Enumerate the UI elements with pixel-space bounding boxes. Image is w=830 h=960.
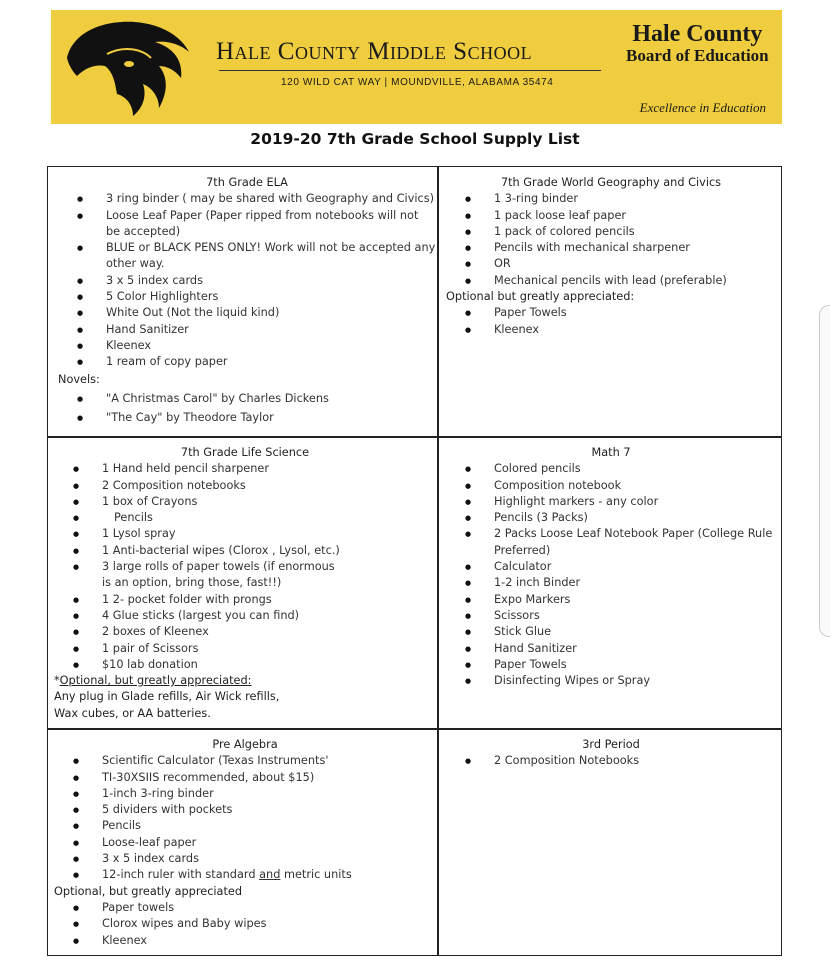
life-science-optional-label <box>54 673 436 689</box>
list-item: ● 1 pack of colored pencils <box>446 224 776 240</box>
motto: Excellence in Education <box>639 100 766 115</box>
pre-algebra-heading: Pre Algebra <box>212 738 278 751</box>
row-divider <box>48 436 781 438</box>
third-period-list <box>446 753 776 769</box>
list-item: ● Pencils <box>54 818 436 834</box>
list-item <box>54 867 436 883</box>
list-item: ● Composition notebook <box>446 478 776 494</box>
third-period-heading: 3rd Period <box>582 738 640 751</box>
ela-heading: 7th Grade ELA <box>206 176 288 189</box>
list-item: ● 2 boxes of Kleenex <box>54 624 436 640</box>
list-item: ● Pencils with mechanical sharpener <box>446 240 776 256</box>
list-item: ● 2 Composition Notebooks <box>446 753 776 769</box>
life-science-list <box>54 461 436 673</box>
list-item: ● 3 x 5 index cards <box>58 273 436 289</box>
list-item: ● 1 2- pocket folder with prongs <box>54 592 436 608</box>
life-science-cell <box>54 445 436 722</box>
third-period-cell <box>446 737 776 770</box>
geography-list <box>446 191 776 289</box>
ela-cell <box>58 175 436 426</box>
list-item: ● TI-30XSIIS recommended, about $15) <box>54 770 436 786</box>
novels-label: Novels: <box>58 372 100 386</box>
list-item: ● 3 large rolls of paper towels (if enormous is an option, bring those, fast!!) <box>54 559 436 592</box>
ruler-text-and: and <box>259 868 281 882</box>
list-item: ● 5 Color Highlighters <box>58 289 436 305</box>
ela-list <box>58 191 436 370</box>
geography-heading: 7th Grade World Geography and Civics <box>500 176 722 189</box>
pre-algebra-optional-list <box>54 900 436 949</box>
row-divider <box>48 728 781 730</box>
school-name: Hale County Middle School <box>216 38 533 65</box>
header-divider <box>219 70 601 71</box>
list-item: ● Expo Markers <box>446 592 776 608</box>
list-item: ● Scissors <box>446 608 776 624</box>
life-science-heading: 7th Grade Life Science <box>180 446 310 459</box>
list-item: ● Hand Sanitizer <box>446 641 776 657</box>
list-item: ● 1-2 inch Binder <box>446 575 776 591</box>
list-item: ● Pencils <box>54 510 436 526</box>
wildcat-logo <box>63 18 193 118</box>
list-item: ● Loose Leaf Paper (Paper ripped from notebooks will not be accepted) <box>58 208 436 241</box>
list-item: ● 1 box of Crayons <box>54 494 436 510</box>
ruler-text-end: metric units <box>280 868 352 882</box>
list-item: ● Kleenex <box>58 338 436 354</box>
pre-algebra-list <box>54 753 436 883</box>
list-item: ● 2 Composition notebooks <box>54 478 436 494</box>
list-item: ● Calculator <box>446 559 776 575</box>
pre-algebra-cell <box>54 737 436 949</box>
list-item: ● BLUE or BLACK PENS ONLY! Work will not be accepted any other way. <box>58 240 436 273</box>
list-item: ● White Out (Not the liquid kind) <box>58 305 436 321</box>
list-item: ● 1 Hand held pencil sharpener <box>54 461 436 477</box>
list-item: ● 1-inch 3-ring binder <box>54 786 436 802</box>
supply-table <box>47 166 782 956</box>
list-item: ● 3 ring binder ( may be shared with Geography and Civics) <box>58 191 436 207</box>
header-banner <box>51 10 782 124</box>
list-item: ● 2 Packs Loose Leaf Notebook Paper (College Rule Preferred) <box>446 526 776 559</box>
geography-optional-label: Optional but greatly appreciated: <box>446 290 635 304</box>
list-item: ● "The Cay" by Theodore Taylor <box>58 410 436 426</box>
list-item: ● 3 x 5 index cards <box>54 851 436 867</box>
list-item: ● 1 Anti-bacterial wipes (Clorox , Lysol, etc.) <box>54 543 436 559</box>
math-list <box>446 461 776 689</box>
list-item: ● Paper Towels <box>446 657 776 673</box>
list-item: ● Kleenex <box>446 322 776 338</box>
list-item: ● Paper Towels <box>446 305 776 321</box>
list-item: ● Loose-leaf paper <box>54 835 436 851</box>
page-title: 2019-20 7th Grade School Supply List <box>250 130 580 148</box>
column-divider <box>437 167 439 955</box>
optional-label-text: Optional, but greatly appreciated: <box>59 674 252 688</box>
list-item: ● "A Christmas Carol" by Charles Dickens <box>58 391 436 407</box>
list-item: ● Highlight markers - any color <box>446 494 776 510</box>
list-item: ● Disinfecting Wipes or Spray <box>446 673 776 689</box>
list-item: ● 1 Lysol spray <box>54 526 436 542</box>
list-item: ● 1 3-ring binder <box>446 191 776 207</box>
list-item: ● 4 Glue sticks (largest you can find) <box>54 608 436 624</box>
list-item: ● Hand Sanitizer <box>58 322 436 338</box>
school-address: 120 WILD CAT WAY | MOUNDVILLE, ALABAMA 35474 <box>281 77 554 88</box>
list-item: ● Pencils (3 Packs) <box>446 510 776 526</box>
list-item: ● $10 lab donation <box>54 657 436 673</box>
math-cell <box>446 445 776 689</box>
list-item: ● Stick Glue <box>446 624 776 640</box>
list-item: ● Mechanical pencils with lead (preferable) <box>446 273 776 289</box>
board-of-education-title <box>626 22 769 64</box>
list-item: ● 1 pair of Scissors <box>54 641 436 657</box>
novels-list <box>58 391 436 427</box>
list-item: ● Clorox wipes and Baby wipes <box>54 916 436 932</box>
list-item: ● Paper towels <box>54 900 436 916</box>
list-item: ● Scientific Calculator (Texas Instruments' <box>54 753 436 769</box>
scrollbar[interactable] <box>819 305 830 637</box>
ruler-text-start: 12-inch ruler with standard <box>102 868 260 882</box>
list-item: ● 5 dividers with pockets <box>54 802 436 818</box>
geography-optional-list <box>446 305 776 338</box>
board-line-2: Board of Education <box>626 46 769 65</box>
list-item: ● 1 ream of copy paper <box>58 354 436 370</box>
life-science-optional-text: Any plug in Glade refills, Air Wick refills, Wax cubes, or AA batteries. <box>54 690 280 720</box>
geography-cell <box>446 175 776 338</box>
list-item: ● Kleenex <box>54 933 436 949</box>
math-heading: Math 7 <box>591 446 631 459</box>
board-line-1: Hale County <box>632 21 763 47</box>
asterisk: * <box>54 674 60 688</box>
pre-algebra-optional-label: Optional, but greatly appreciated <box>54 884 243 898</box>
list-item: ● 1 pack loose leaf paper <box>446 208 776 224</box>
list-item: ● Colored pencils <box>446 461 776 477</box>
list-item: ● OR <box>446 256 776 272</box>
